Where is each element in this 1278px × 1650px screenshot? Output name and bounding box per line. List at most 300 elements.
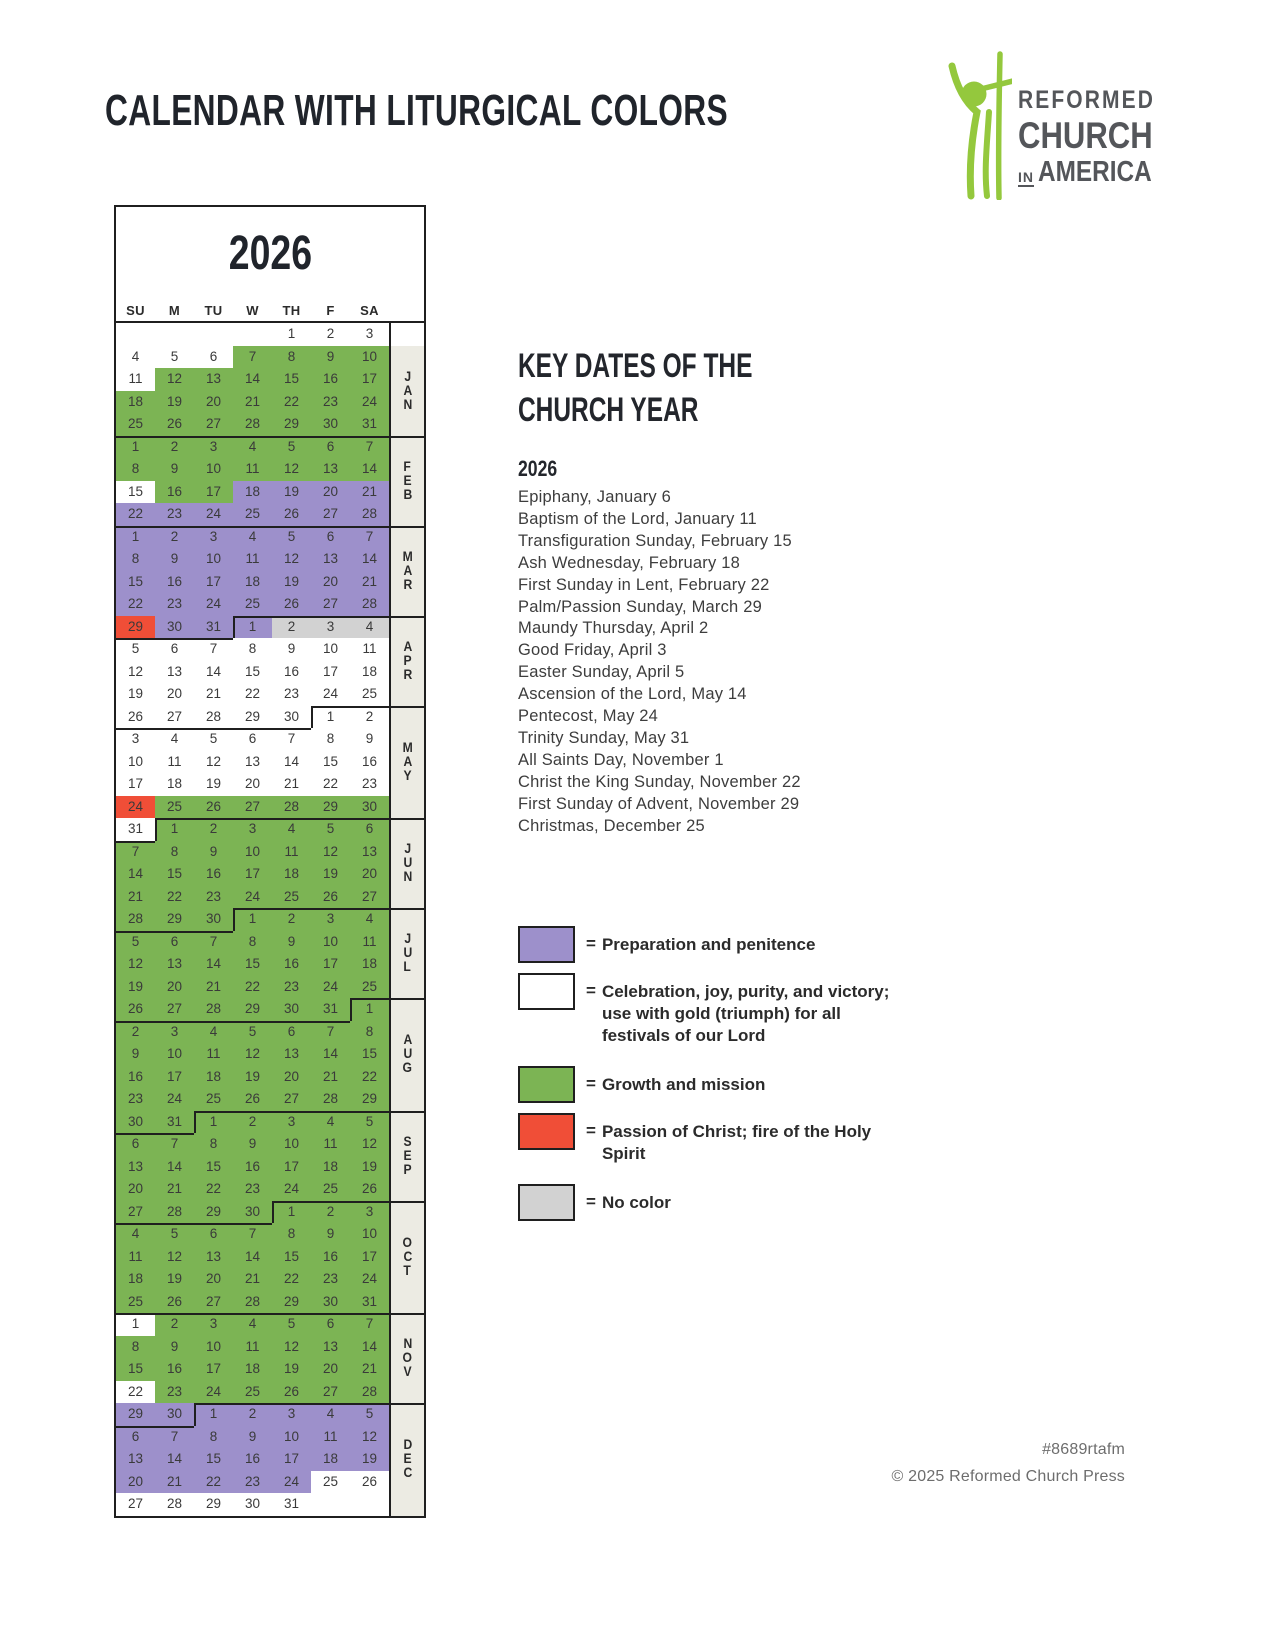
calendar-day-cell: 10: [233, 841, 272, 864]
calendar-day-cell: 24: [233, 886, 272, 909]
calendar-day-cell: 18: [194, 1066, 233, 1089]
calendar-day-cell: 28: [272, 796, 311, 819]
calendar-day-cell: 9: [155, 1336, 194, 1359]
calendar-week-row: [116, 346, 389, 369]
calendar-day-cell: 16: [311, 1246, 350, 1269]
calendar-day-cell: 11: [311, 1426, 350, 1449]
calendar-day-cell: 6: [194, 1223, 233, 1246]
calendar-day-cell: 26: [272, 593, 311, 616]
calendar-day-cell: 15: [116, 1358, 155, 1381]
month-label-oct: [391, 1201, 424, 1314]
calendar-day-cell: 27: [233, 796, 272, 819]
calendar-day-cell: 23: [350, 773, 389, 796]
calendar-day-cell: 15: [194, 1448, 233, 1471]
calendar-body: [116, 323, 424, 1516]
calendar-week-row: [116, 1268, 389, 1291]
calendar-day-cell: 22: [233, 976, 272, 999]
calendar-day-cell: 13: [311, 548, 350, 571]
calendar-day-cell: 16: [155, 481, 194, 504]
calendar-day-cell: 19: [272, 481, 311, 504]
calendar-day-cell: 25: [233, 1381, 272, 1404]
calendar-day-cell: 22: [272, 391, 311, 414]
logo-america: AMERICA: [1038, 156, 1152, 188]
calendar-day-cell: 3: [233, 818, 272, 841]
logo-text: [1018, 88, 1181, 187]
calendar-day-cell: 6: [233, 728, 272, 751]
calendar-day-cell: [311, 1493, 350, 1516]
calendar-day-cell: 3: [311, 616, 350, 639]
calendar-week-row: [116, 796, 389, 819]
calendar-day-cell: 30: [155, 1403, 194, 1426]
month-letter: G: [402, 1060, 413, 1076]
calendar-day-cell: 20: [194, 391, 233, 414]
calendar-week-row: [116, 998, 389, 1021]
calendar-week-row: [116, 1246, 389, 1269]
calendar-day-cell: 16: [155, 571, 194, 594]
calendar-day-cell: 9: [155, 548, 194, 571]
calendar-day-cell: 25: [116, 1291, 155, 1314]
calendar-day-cell: 9: [116, 1043, 155, 1066]
month-label-jun: [391, 818, 424, 908]
month-letter: T: [403, 1262, 412, 1278]
month-letter: C: [403, 1248, 412, 1264]
calendar-day-cell: 10: [194, 548, 233, 571]
month-letter: F: [403, 458, 412, 474]
calendar-day-cell: 18: [272, 863, 311, 886]
calendar-day-cell: 14: [350, 458, 389, 481]
calendar-day-cell: 8: [155, 841, 194, 864]
month-letter: U: [403, 1046, 412, 1062]
calendar-day-cell: 15: [311, 751, 350, 774]
calendar-day-cell: 7: [155, 1133, 194, 1156]
page-title-text: CALENDAR WITH LITURGICAL COLORS: [105, 86, 729, 135]
calendar-day-cell: 2: [233, 1111, 272, 1134]
calendar-day-cell: 30: [194, 908, 233, 931]
calendar-day-cell: 9: [311, 1223, 350, 1246]
calendar-day-cell: 23: [155, 593, 194, 616]
month-letter: U: [403, 855, 412, 870]
calendar-week-row: [116, 548, 389, 571]
month-label-aug: [391, 998, 424, 1111]
footer: [892, 1436, 1126, 1490]
calendar-week-row: [116, 661, 389, 684]
calendar-day-cell: 8: [233, 931, 272, 954]
calendar-day-cell: 9: [155, 458, 194, 481]
month-letter: R: [403, 576, 412, 592]
calendar-day-cell: 29: [350, 1088, 389, 1111]
key-date-item: Christmas, December 25: [518, 816, 705, 835]
month-letter: P: [403, 652, 412, 668]
calendar-day-cell: 25: [155, 796, 194, 819]
calendar-day-cell: 28: [233, 1291, 272, 1314]
calendar-day-cell: 5: [116, 638, 155, 661]
calendar-day-cell: 7: [311, 1021, 350, 1044]
calendar-week-row: [116, 481, 389, 504]
calendar-day-cell: 19: [194, 773, 233, 796]
calendar-day-cell: 20: [311, 1358, 350, 1381]
calendar-day-cell: 21: [350, 481, 389, 504]
calendar-day-cell: 1: [116, 1313, 155, 1336]
calendar-day-cell: 28: [116, 908, 155, 931]
calendar-day-cell: 29: [233, 998, 272, 1021]
calendar-week-row: [116, 526, 389, 549]
calendar-day-cell: 12: [272, 1336, 311, 1359]
calendar-day-cell: 30: [272, 706, 311, 729]
page-title: [105, 86, 970, 136]
calendar-day-cell: 11: [311, 1133, 350, 1156]
calendar-day-cell: 28: [350, 593, 389, 616]
calendar-day-cell: 2: [194, 818, 233, 841]
calendar-day-cell: 10: [194, 1336, 233, 1359]
calendar-day-cell: 10: [116, 751, 155, 774]
calendar-day-cell: 5: [350, 1403, 389, 1426]
key-date-item: Epiphany, January 6: [518, 488, 672, 506]
calendar-day-cell: 11: [116, 1246, 155, 1269]
month-letter: N: [403, 1336, 412, 1351]
calendar-day-cell: 4: [311, 1111, 350, 1134]
key-date-item: Pentecost, May 24: [518, 707, 659, 726]
calendar-day-cell: 2: [155, 436, 194, 459]
calendar-day-cell: 15: [350, 1043, 389, 1066]
calendar-day-cell: 11: [155, 751, 194, 774]
calendar-day-cell: 1: [272, 323, 311, 346]
calendar-day-cell: [194, 323, 233, 346]
calendar-day-cell: 25: [350, 683, 389, 706]
calendar-day-cell: 5: [272, 526, 311, 549]
legend-swatch-w: [518, 973, 575, 1010]
calendar-day-cell: 31: [350, 413, 389, 436]
calendar-day-cell: 18: [233, 571, 272, 594]
calendar-day-cell: [155, 323, 194, 346]
calendar-day-cell: 20: [194, 1268, 233, 1291]
calendar-day-cell: 25: [116, 413, 155, 436]
calendar-day-cell: 6: [311, 526, 350, 549]
key-dates-section: [518, 344, 948, 838]
calendar-day-cell: 12: [155, 1246, 194, 1269]
day-header-sa: SA: [360, 303, 379, 318]
calendar-day-cell: 21: [116, 886, 155, 909]
calendar-day-cell: 14: [311, 1043, 350, 1066]
calendar-day-cell: 1: [272, 1201, 311, 1224]
legend-label: Celebration, joy, purity, and victory; use with gold (triumph) for all festivals of our Lord: [601, 982, 890, 1045]
calendar-day-cell: 16: [116, 1066, 155, 1089]
calendar-day-cell: 11: [272, 841, 311, 864]
calendar-day-cell: 27: [155, 706, 194, 729]
calendar-day-cell: 22: [116, 593, 155, 616]
calendar-day-cell: 19: [350, 1156, 389, 1179]
calendar-day-cell: 15: [233, 953, 272, 976]
month-letter: A: [403, 638, 412, 654]
month-letter: J: [404, 931, 411, 946]
calendar-day-cell: 28: [311, 1088, 350, 1111]
liturgical-calendar: [114, 205, 426, 1518]
month-label-feb: [391, 436, 424, 526]
calendar-week-row: [116, 391, 389, 414]
calendar-day-cell: 8: [194, 1133, 233, 1156]
calendar-week-row: [116, 1358, 389, 1381]
calendar-week-row: [116, 863, 389, 886]
calendar-day-cell: 8: [116, 1336, 155, 1359]
calendar-day-cell: 21: [311, 1066, 350, 1089]
calendar-day-cell: 9: [311, 346, 350, 369]
calendar-day-cell: 5: [350, 1111, 389, 1134]
legend-row: [518, 1184, 918, 1221]
calendar-day-cell: 2: [311, 323, 350, 346]
calendar-day-cell: 18: [311, 1156, 350, 1179]
calendar-day-cell: 24: [194, 593, 233, 616]
calendar-day-cell: 21: [272, 773, 311, 796]
calendar-day-cell: 1: [311, 706, 350, 729]
calendar-day-cell: 17: [311, 953, 350, 976]
calendar-day-cell: 19: [311, 863, 350, 886]
calendar-day-cell: 2: [233, 1403, 272, 1426]
calendar-day-cell: 30: [233, 1201, 272, 1224]
calendar-day-cell: 6: [350, 818, 389, 841]
calendar-week-row: [116, 1043, 389, 1066]
calendar-week-row: [116, 1336, 389, 1359]
day-header-th: TH: [282, 303, 301, 318]
calendar-day-cell: 23: [311, 1268, 350, 1291]
calendar-day-cell: 4: [155, 728, 194, 751]
day-header-f: F: [326, 303, 335, 318]
calendar-week-row: [116, 1403, 389, 1426]
calendar-day-cell: 26: [116, 998, 155, 1021]
calendar-day-cell: 20: [116, 1471, 155, 1494]
legend-label: No color: [601, 1193, 671, 1212]
calendar-day-cell: 25: [233, 503, 272, 526]
month-label-mar: [391, 526, 424, 616]
calendar-week-row: [116, 818, 389, 841]
calendar-day-cell: 1: [233, 908, 272, 931]
calendar-year: 2026: [228, 226, 312, 280]
calendar-day-cell: 15: [116, 481, 155, 504]
calendar-day-cell: 27: [116, 1493, 155, 1516]
calendar-week-row: [116, 706, 389, 729]
calendar-week-row: [116, 1381, 389, 1404]
month-letter: A: [403, 753, 412, 769]
calendar-week-row: [116, 1471, 389, 1494]
calendar-week-row: [116, 1066, 389, 1089]
calendar-day-cell: 27: [311, 593, 350, 616]
month-label-sep: [391, 1111, 424, 1201]
calendar-week-row: [116, 413, 389, 436]
legend-label: Preparation and penitence: [601, 935, 816, 954]
calendar-day-cell: 26: [272, 503, 311, 526]
month-letter: J: [404, 841, 411, 856]
key-date-item: Christ the King Sunday, November 22: [518, 772, 801, 791]
calendar-day-cell: 26: [155, 1291, 194, 1314]
calendar-day-cell: 23: [272, 683, 311, 706]
calendar-day-cell: 25: [233, 593, 272, 616]
calendar-day-cell: 10: [311, 638, 350, 661]
calendar-day-cell: 9: [233, 1426, 272, 1449]
calendar-day-cell: 27: [272, 1088, 311, 1111]
calendar-day-cell: 1: [233, 616, 272, 639]
calendar-day-cell: 1: [116, 436, 155, 459]
day-header-m: M: [168, 303, 181, 318]
month-label-jul: [391, 908, 424, 998]
calendar-day-cell: 13: [194, 1246, 233, 1269]
calendar-day-cell: 15: [272, 368, 311, 391]
month-letter: B: [403, 486, 412, 502]
calendar-day-cell: 6: [311, 436, 350, 459]
month-label-jan: [391, 346, 424, 436]
key-date-item: Maundy Thursday, April 2: [518, 619, 709, 638]
calendar-day-cell: 29: [272, 1291, 311, 1314]
calendar-day-cell: [233, 323, 272, 346]
calendar-day-cell: 24: [350, 391, 389, 414]
calendar-day-cell: 30: [311, 413, 350, 436]
month-letter: M: [402, 548, 413, 564]
calendar-day-cell: 17: [350, 1246, 389, 1269]
month-label-apr: [391, 616, 424, 706]
calendar-day-cell: 12: [116, 953, 155, 976]
calendar-day-cell: 19: [350, 1448, 389, 1471]
month-letter: M: [402, 739, 413, 755]
calendar-day-cell: 3: [116, 728, 155, 751]
day-header-su: SU: [126, 303, 145, 318]
calendar-day-cell: 4: [311, 1403, 350, 1426]
calendar-day-cell: 7: [350, 526, 389, 549]
calendar-day-cell: 14: [155, 1156, 194, 1179]
legend-equals-sign: =: [586, 981, 596, 1000]
calendar-day-cell: 12: [272, 458, 311, 481]
calendar-week-row: [116, 1021, 389, 1044]
key-date-item: Ascension of the Lord, May 14: [518, 685, 747, 704]
calendar-day-cell: 6: [194, 346, 233, 369]
calendar-week-row: [116, 1426, 389, 1449]
calendar-day-cell: 19: [233, 1066, 272, 1089]
calendar-day-cell: 29: [116, 1403, 155, 1426]
calendar-day-cell: 17: [233, 863, 272, 886]
key-date-item: All Saints Day, November 1: [518, 750, 724, 769]
calendar-week-row: [116, 571, 389, 594]
calendar-day-cell: 10: [311, 931, 350, 954]
calendar-day-cell: 11: [233, 1336, 272, 1359]
month-letter: E: [403, 1451, 412, 1467]
day-header-w: W: [246, 303, 259, 318]
calendar-day-cell: 16: [311, 368, 350, 391]
calendar-day-cell: 19: [155, 1268, 194, 1291]
calendar-day-cell: 6: [311, 1313, 350, 1336]
month-letter: U: [403, 945, 412, 960]
calendar-day-cell: 24: [194, 503, 233, 526]
calendar-day-cell: 20: [311, 571, 350, 594]
calendar-day-cell: 21: [155, 1178, 194, 1201]
calendar-day-cell: 29: [272, 413, 311, 436]
calendar-week-row: [116, 953, 389, 976]
calendar-day-cell: 22: [233, 683, 272, 706]
legend-swatch-p: [518, 926, 575, 963]
calendar-day-cell: 3: [194, 526, 233, 549]
calendar-day-cell: 17: [350, 368, 389, 391]
calendar-day-cell: 14: [233, 368, 272, 391]
calendar-day-cell: 23: [155, 1381, 194, 1404]
calendar-day-cell: 26: [155, 413, 194, 436]
calendar-day-cell: 12: [350, 1426, 389, 1449]
calendar-day-cell: 21: [350, 1358, 389, 1381]
calendar-day-cell: 2: [155, 1313, 194, 1336]
calendar-day-cell: 12: [233, 1043, 272, 1066]
calendar-day-cell: 18: [116, 391, 155, 414]
calendar-day-cell: 22: [116, 503, 155, 526]
calendar-day-cell: 25: [272, 886, 311, 909]
calendar-day-cell: 4: [350, 908, 389, 931]
calendar-week-row: [116, 751, 389, 774]
calendar-day-cell: 14: [272, 751, 311, 774]
calendar-day-cell: 14: [194, 953, 233, 976]
legend-equals-sign: =: [586, 1121, 596, 1140]
calendar-day-cell: 25: [194, 1088, 233, 1111]
calendar-day-cell: 29: [311, 796, 350, 819]
calendar-week-row: [116, 616, 389, 639]
calendar-day-cell: 22: [116, 1381, 155, 1404]
calendar-day-cell: 3: [350, 1201, 389, 1224]
month-letter: E: [403, 1147, 412, 1163]
calendar-day-cell: 24: [311, 976, 350, 999]
calendar-day-cell: 16: [350, 751, 389, 774]
calendar-week-row: [116, 323, 389, 346]
calendar-day-cell: 12: [155, 368, 194, 391]
calendar-day-cell: 20: [311, 481, 350, 504]
calendar-day-cell: 30: [116, 1111, 155, 1134]
calendar-day-cell: 31: [350, 1291, 389, 1314]
calendar-day-cell: 13: [350, 841, 389, 864]
calendar-day-cell: 1: [194, 1403, 233, 1426]
calendar-day-cell: 12: [272, 548, 311, 571]
month-letter: S: [403, 1133, 412, 1149]
calendar-day-cell: 26: [350, 1178, 389, 1201]
calendar-day-cell: 10: [272, 1133, 311, 1156]
calendar-day-cell: 13: [116, 1156, 155, 1179]
legend-label: Growth and mission: [601, 1075, 766, 1094]
calendar-week-row: [116, 1291, 389, 1314]
calendar-day-cell: 28: [155, 1493, 194, 1516]
legend-row: [518, 1113, 918, 1165]
month-label-may: [391, 706, 424, 819]
calendar-day-cell: 5: [155, 1223, 194, 1246]
calendar-day-cell: 23: [272, 976, 311, 999]
figure-and-cross-icon: [926, 50, 1012, 200]
calendar-day-cell: 6: [116, 1133, 155, 1156]
calendar-day-cell: 13: [311, 458, 350, 481]
key-dates-year: 2026: [518, 456, 558, 481]
calendar-day-cell: 15: [155, 863, 194, 886]
calendar-day-cell: 27: [311, 1381, 350, 1404]
calendar-day-cell: 23: [233, 1471, 272, 1494]
calendar-day-cell: 21: [233, 391, 272, 414]
key-date-item: Ash Wednesday, February 18: [518, 553, 740, 572]
calendar-day-cell: 28: [194, 706, 233, 729]
calendar-day-cell: 15: [194, 1156, 233, 1179]
month-label-spacer: [391, 323, 424, 346]
month-letter: A: [403, 382, 412, 398]
calendar-day-cell: 14: [350, 1336, 389, 1359]
month-letter: J: [404, 368, 411, 384]
calendar-day-cell: 6: [155, 931, 194, 954]
calendar-day-cell: 8: [350, 1021, 389, 1044]
calendar-day-cell: 11: [116, 368, 155, 391]
calendar-day-cell: 1: [116, 526, 155, 549]
calendar-day-cell: 1: [194, 1111, 233, 1134]
calendar-day-cell: 14: [233, 1246, 272, 1269]
calendar-day-cell: 28: [350, 503, 389, 526]
calendar-week-row: [116, 683, 389, 706]
key-date-item: Good Friday, April 3: [518, 641, 667, 660]
calendar-week-row: [116, 1178, 389, 1201]
legend-equals-sign: =: [586, 1192, 596, 1211]
calendar-day-cell: 11: [350, 638, 389, 661]
